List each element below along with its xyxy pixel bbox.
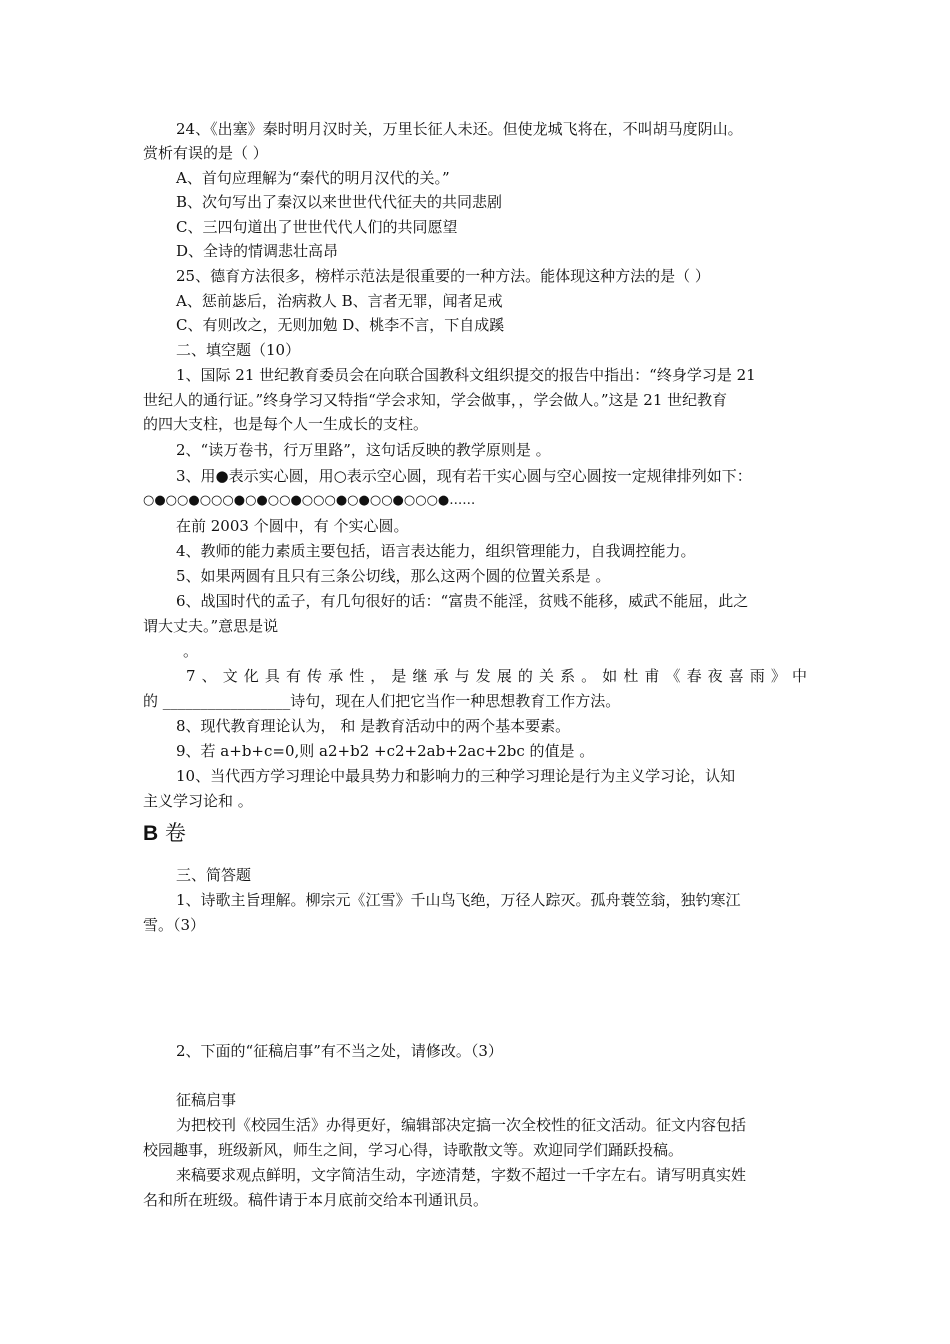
- q24-option-c: C、三四句道出了世世代代人们的共同愿望: [176, 218, 458, 236]
- short-section-heading: 三、简答题: [176, 866, 252, 884]
- q25-options-cd: C、有则改之，无则加勉 D、桃李不言，下自成蹊: [176, 316, 505, 334]
- fill-q1-line1: 1、国际 21 世纪教育委员会在向联合国教科文组织提交的报告中指出：“终身学习是 21: [176, 366, 756, 384]
- q24-option-a: A、首句应理解为“秦代的明月汉代的关。”: [176, 169, 450, 187]
- fill-q1-line3: 的四大支柱，也是每个人一生成长的支柱。: [143, 415, 429, 433]
- fill-q3-circle-sequence: ○●○○●○○○●○●○○●○○○●○●○○●○○○●……: [143, 493, 476, 508]
- short-q1-line1: 1、诗歌主旨理解。柳宗元《江雪》千山鸟飞绝，万径人踪灭。孤舟蓑笠翁，独钓寒江: [176, 891, 741, 909]
- notice-para1-line1: 为把校刊《校园生活》办得更好，编辑部决定搞一次全校性的征文活动。征文内容包括: [176, 1116, 747, 1134]
- q24-option-d: D、全诗的情调悲壮高昂: [176, 242, 339, 260]
- notice-para2-line2: 名和所在班级。稿件请于本月底前交给本刊通讯员。: [143, 1191, 489, 1209]
- section-b-letter: B: [143, 822, 159, 845]
- fill-q6-line3: 。: [183, 642, 199, 660]
- section-b-heading: [143, 820, 186, 847]
- fill-q8: 8、现代教育理论认为， 和 是教育活动中的两个基本要素。: [176, 717, 571, 735]
- q24-stem-line1: 24、《出塞》秦时明月汉时关，万里长征人未还。但使龙城飞将在，不叫胡马度阴山。: [176, 120, 743, 138]
- q25-stem: 25、德育方法很多，榜样示范法是很重要的一种方法。能体现这种方法的是（ ）: [176, 267, 710, 285]
- fill-q5: 5、如果两圆有且只有三条公切线，那么这两个圆的位置关系是 。: [176, 567, 611, 585]
- fill-q6-line1: 6、战国时代的孟子，有几句很好的话：“富贵不能淫，贫贱不能移，威武不能屈，此之: [176, 592, 749, 610]
- fill-q3-line3: 在前 2003 个圆中，有 个实心圆。: [176, 517, 409, 535]
- fill-q9: 9、若 a+b+c=0,则 a2+b2 +c2+2ab+2ac+2bc 的值是 。: [176, 742, 595, 760]
- notice-title: 征稿启事: [176, 1091, 237, 1109]
- fill-q1-line2: 世纪人的通行证。”终身学习又特指“学会求知，学会做事，，学会做人。”这是 21 世纪教育: [143, 391, 728, 409]
- section-b-label: 卷: [164, 821, 186, 845]
- fill-q6-line2: 谓大丈夫。”意思是说: [143, 617, 279, 635]
- notice-para1-line2: 校园趣事，班级新风，师生之间，学习心得，诗歌散文等。欢迎同学们踊跃投稿。: [143, 1141, 684, 1159]
- fill-q2: 2、“读万卷书，行万里路”，这句话反映的教学原则是 。: [176, 441, 551, 459]
- fill-section-heading: 二、填空题（10）: [176, 341, 301, 359]
- fill-q10-line1: 10、当代西方学习理论中最具势力和影响力的三种学习理论是行为主义学习论，认知: [176, 767, 736, 785]
- q25-options-ab: A、惩前毖后，治病救人 B、言者无罪，闻者足戒: [176, 292, 503, 310]
- fill-q7-line2: 的 _________________诗句，现在人们把它当作一种思想教育工作方法。: [143, 692, 621, 710]
- short-q2: 2、下面的“征稿启事”有不当之处，请修改。（3）: [176, 1042, 503, 1060]
- fill-q7-line1: 7、文化具有传承性，是继承与发展的关系。如杜甫《春夜喜雨》中: [186, 667, 807, 685]
- q24-option-b: B、次句写出了秦汉以来世世代代征夫的共同悲剧: [176, 193, 503, 211]
- q24-stem-line2: 赏析有误的是（ ）: [143, 144, 268, 162]
- short-q1-line2: 雪。（3）: [143, 916, 206, 934]
- fill-q10-line2: 主义学习论和 。: [143, 792, 253, 810]
- fill-q3-line1: 3、用●表示实心圆，用○表示空心圆，现有若干实心圆与空心圆按一定规律排列如下：: [176, 467, 752, 485]
- notice-para2-line1: 来稿要求观点鲜明，文字简洁生动，字迹清楚，字数不超过一千字左右。请写明真实姓: [176, 1166, 747, 1184]
- fill-q4: 4、教师的能力素质主要包括，语言表达能力，组织管理能力，自我调控能力。: [176, 542, 696, 560]
